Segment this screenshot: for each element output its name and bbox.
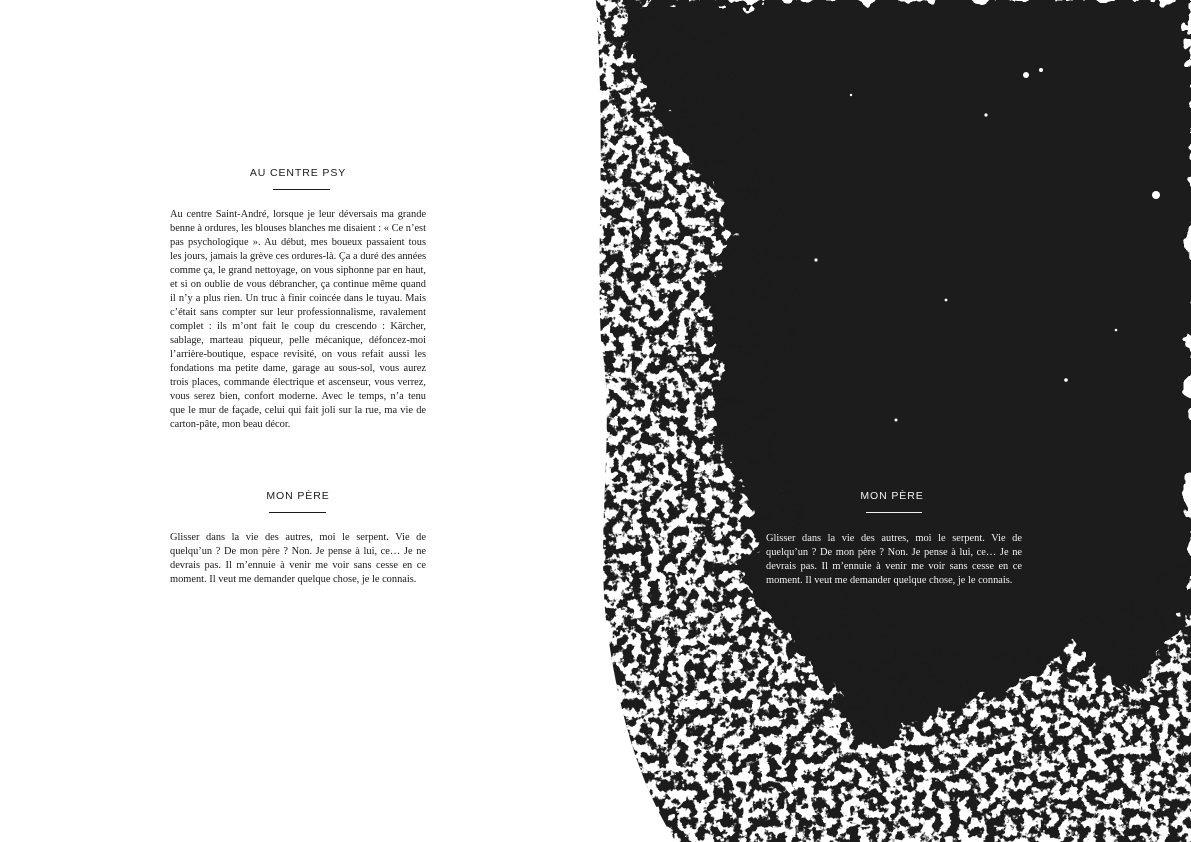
title-underline bbox=[866, 512, 922, 513]
paragraph-mon-pere: Glisser dans la vie des autres, moi le serpent. Vie de quelqu’un ? De mon père ? Non. Je pense à lui, ce… Je ne devrais pas. Il m’ennuie à venir me voir sans cesse en ce moment. Il veut me demander quelque chose, je le connais. bbox=[170, 532, 426, 585]
paragraph-mon-pere-inverse: Glisser dans la vie des autres, moi le serpent. Vie de quelqu’un ? De mon père ? Non. Je pense à lui, ce… Je ne devrais pas. Il m’ennuie à venir me voir sans cesse en ce moment. Il veut me demander quelque chose, je le connais. bbox=[766, 533, 1022, 586]
paragraph-au-centre-psy: Au centre Saint-André, lorsque je leur déversais ma grande benne à ordures, les blouses blanches me disaient : « Ce n’est pas psychologique ». Au début, mes boueux passaient tous les jours, jamais la grève ces ordures-là. Ça a duré des années comme ça, le grand nettoyage, on vous siphonne par en haut, et si on oublie de vous débrancher, ça continue même quand il n’y a plus rien. Un truc à finir coincée dans le tuyau. Mais c’était sans compter sur leur professionnalisme, ravalement complet : ils m’ont fait le coup du crescendo : Kärcher, sablage, marteau piqueur, pelle mécanique, défoncez-moi l’arrière-boutique, espace revisité, on vous refait aussi les fondations ma petite dame, garage au sous-sol, vous aurez trois places, commande électrique et ascenseur, vous verrez, vous serez bien, confort moderne. Avec le temps, n’a tenu que le mur de façade, celui qui fait joli sur la rue, ma vie de carton-pâte, mon beau décor. bbox=[170, 209, 426, 430]
section-title-au-centre-psy: AU CENTRE PSY bbox=[249, 167, 347, 179]
ink-splatter-texture bbox=[596, 0, 1191, 842]
right-page bbox=[596, 0, 1191, 842]
title-underline bbox=[269, 512, 326, 513]
section-title-mon-pere: MON PÈRE bbox=[266, 490, 330, 502]
section-title-mon-pere-inverse: MON PÈRE bbox=[860, 490, 924, 502]
title-underline bbox=[273, 189, 330, 190]
